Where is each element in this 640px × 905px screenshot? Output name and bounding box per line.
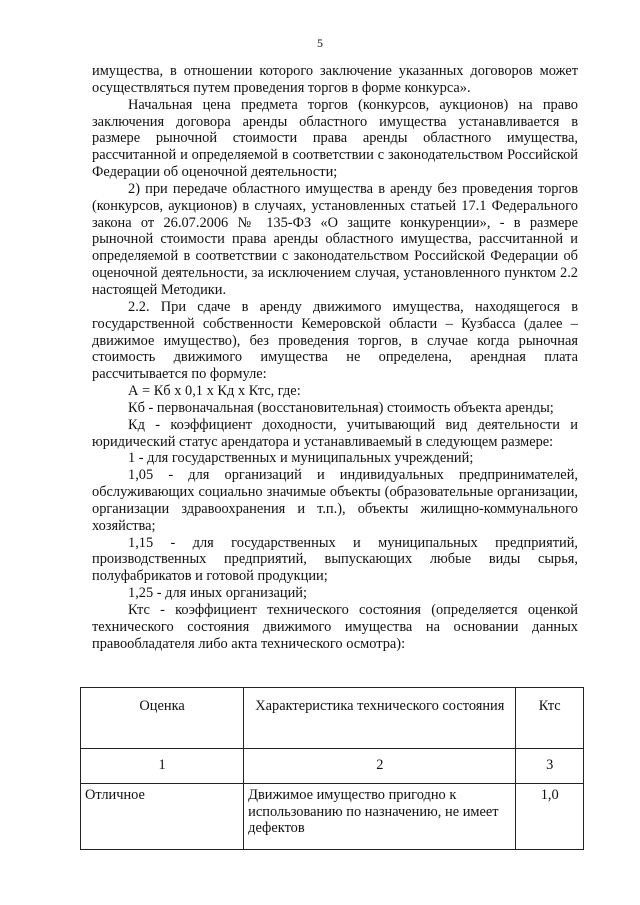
table-number-row	[81, 749, 584, 784]
header-cell-ktc: Ктс	[516, 688, 584, 749]
paragraph: 2.2. При сдаче в аренду движимого имущества, находящегося в государственной собственности Кемеровской области – Кузбасса (далее – движимое имущество), без проведения торгов, в случае когда рыночная стоимость движимого имущества не определена, арендная плата рассчитывается по формуле:	[92, 298, 578, 383]
table-cell-rating: Отличное	[81, 784, 244, 850]
ktc-table	[80, 687, 584, 850]
paragraph: Кб - первоначальная (восстановительная) стоимость объекта аренды;	[128, 399, 554, 416]
column-number: 2	[244, 749, 516, 784]
column-number: 1	[81, 749, 244, 784]
paragraph: 1,25 - для иных организаций;	[128, 585, 308, 602]
document-body	[92, 63, 578, 653]
paragraph: Ктс - коэффициент технического состояния (определяется оценкой технического состояния движимого имущества на основании данных правообладателя либо акта технического осмотра):	[92, 602, 578, 652]
header-cell-rating: Оценка	[81, 688, 244, 749]
header-cell-characteristic: Характеристика технического состояния	[244, 688, 516, 749]
paragraph: 1,05 - для организаций и индивидуальных предпринимателей, обслуживающих социально значимые объекты (образовательные организации, организации здравоохранения и т.п.), объекты жилищно-коммунального хозяйства;	[92, 467, 578, 534]
formula: А = Кб x 0,1 x Кд x Ктс, где:	[128, 383, 301, 400]
paragraph: 1,15 - для государственных и муниципальных предприятий, производственных предприятий, выпускающих любые виды сырья, полуфабрикатов и готовой продукции;	[92, 534, 578, 585]
table-row	[81, 784, 584, 850]
paragraph: имущества, в отношении которого заключение указанных договоров может осуществляться путем проведения торгов в форме конкурса».	[92, 63, 578, 96]
paragraph: 1 - для государственных и муниципальных учреждений;	[128, 450, 474, 467]
column-number: 3	[516, 749, 584, 784]
table-cell-ktc: 1,0	[516, 784, 584, 850]
paragraph: Начальная цена предмета торгов (конкурсов, аукционов) на право заключения договора аренды областного имущества устанавливается в размере рыночной стоимости права аренды областного имущества, рассчитанной и определяемой в соответствии с законодательством Российской Федерации об оценочной деятельности;	[92, 96, 578, 181]
page-number: 5	[317, 36, 323, 50]
table-header-row	[81, 688, 584, 749]
paragraph: Кд - коэффициент доходности, учитывающий вид деятельности и юридический статус арендатора и устанавливаемый в следующем размере:	[92, 416, 578, 450]
table-cell-characteristic: Движимое имущество пригодно к использованию по назначению, не имеет дефектов	[244, 784, 516, 850]
paragraph: 2) при передаче областного имущества в аренду без проведения торгов (конкурсов, аукционов) в случаях, установленных статьей 17.1 Федерального закона от 26.07.2006 № 135-ФЗ «О защите конкуренции», - в размере рыночной стоимости права аренды областного имущества, рассчитанной и определяемой в соответствии с законодательством Российской Федерации об оценочной деятельности, за исключением случая, установленного пунктом 2.2 настоящей Методики.	[92, 180, 578, 298]
